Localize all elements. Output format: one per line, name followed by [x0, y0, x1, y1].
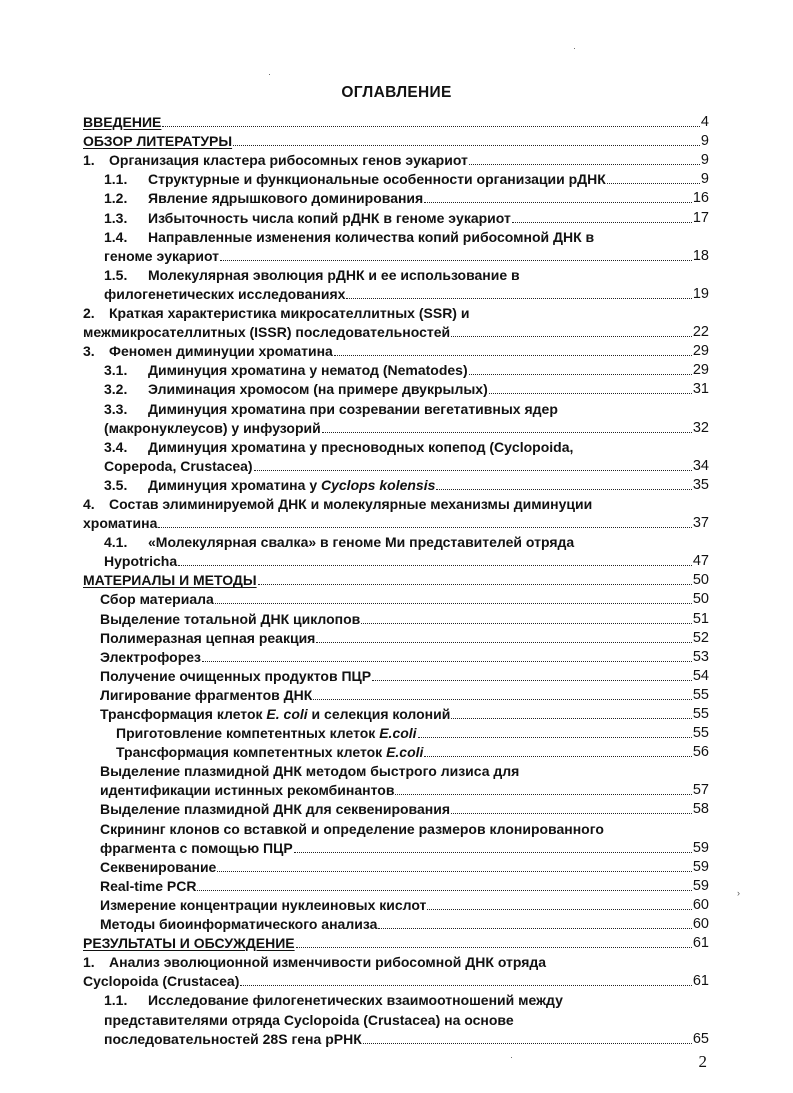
scan-speck: · — [268, 69, 271, 79]
toc-entry — [83, 149, 709, 168]
toc-entry — [83, 741, 709, 760]
toc-entry — [83, 130, 709, 149]
toc-entry-title: межмикросателлитных (ISSR) последовательностей — [83, 324, 451, 341]
dot-leader — [258, 584, 692, 585]
toc-page-number: 32 — [692, 419, 709, 436]
toc-entry-title: ОБЗОР ЛИТЕРАТУРЫ — [83, 133, 233, 150]
toc-entry — [83, 703, 709, 722]
toc-entry-title: Электрофорез — [100, 648, 201, 665]
toc-entry-title: 1.5. Молекулярная эволюция рДНК и ее использование в — [104, 266, 520, 283]
toc-page-number: 52 — [692, 629, 709, 646]
dot-leader — [316, 642, 692, 643]
toc-entry-title: последовательностей 28S гена рРНК — [104, 1030, 362, 1047]
toc-entry-title: Полимеразная цепная реакция — [100, 629, 316, 646]
toc-page-number: 55 — [692, 686, 709, 703]
toc-entry-title: Cyclopoida (Crustacea) — [83, 973, 240, 990]
toc-entry — [83, 798, 709, 817]
dot-leader — [215, 603, 692, 604]
toc-entry — [83, 913, 709, 932]
toc-entry-title: 1. Организация кластера рибосомных генов эукариот — [83, 152, 468, 169]
dot-leader — [363, 1043, 692, 1044]
toc-page-number: 51 — [692, 610, 709, 627]
toc-entry-title: 4.1. «Молекулярная свалка» в геноме Ми представителей отряда — [104, 534, 575, 551]
toc-entry-number: 1.3. — [104, 209, 128, 226]
toc-entry-title: 1.3. Избыточность числа копий рДНК в геноме эукариот — [104, 209, 511, 226]
toc-page-number: 58 — [692, 801, 709, 818]
toc-entry — [83, 989, 709, 1008]
toc-entry — [83, 779, 709, 798]
toc-entry — [83, 665, 709, 684]
toc-page-number: 56 — [692, 744, 709, 761]
toc-entry — [83, 455, 709, 474]
toc-page-number: 50 — [692, 572, 709, 589]
toc-entry-number: 1. — [83, 954, 95, 971]
toc-entry — [83, 894, 709, 913]
toc-entry-title: Выделение плазмидной ДНК для секвенирования — [100, 801, 450, 818]
toc-page-number: 59 — [692, 858, 709, 875]
dot-leader — [372, 680, 692, 681]
toc-entry — [83, 951, 709, 970]
toc-entry — [83, 1008, 709, 1027]
toc-entry-title: Трансформация клеток E. coli и селекция колоний — [100, 706, 451, 722]
dot-leader — [294, 852, 692, 853]
toc-page-number: 4 — [700, 114, 709, 131]
toc-entry — [83, 359, 709, 378]
toc-page-number: 37 — [692, 515, 709, 532]
dot-leader — [178, 565, 692, 566]
dot-leader — [217, 871, 692, 872]
table-of-contents — [83, 111, 709, 1047]
dot-leader — [451, 718, 692, 719]
toc-page-number: 35 — [692, 476, 709, 493]
dot-leader — [162, 126, 700, 127]
dot-leader — [202, 661, 692, 662]
toc-entry — [83, 760, 709, 779]
toc-entry-number: 1.4. — [104, 228, 128, 245]
toc-page-number: 65 — [692, 1030, 709, 1047]
toc-entry-title: 2. Краткая характеристика микросателлитных (SSR) и — [83, 305, 470, 322]
toc-entry-title: Скрининг клонов со вставкой и определение размеров клонированного — [100, 820, 604, 837]
toc-page-number: 29 — [692, 343, 709, 360]
scan-speck: › — [737, 888, 740, 898]
toc-entry-title: Измерение концентрации нуклеиновых кислот — [100, 896, 427, 913]
toc-page-number: 61 — [692, 935, 709, 952]
toc-entry — [83, 627, 709, 646]
toc-page-number: 31 — [692, 381, 709, 398]
toc-entry — [83, 1028, 709, 1047]
toc-entry — [83, 417, 709, 436]
toc-page-number: 16 — [692, 190, 709, 207]
toc-page-number: 18 — [692, 247, 709, 264]
toc-entry — [83, 397, 709, 416]
toc-entry-title: 1.2. Явление ядрышкового доминирования — [104, 190, 424, 207]
dot-leader — [427, 909, 691, 910]
scan-speck: · — [573, 43, 576, 53]
toc-entry — [83, 206, 709, 225]
toc-entry — [83, 436, 709, 455]
toc-page-number: 22 — [692, 324, 709, 341]
toc-entry — [83, 531, 709, 550]
dot-leader — [240, 985, 691, 986]
dot-leader — [254, 470, 692, 471]
scan-speck: · — [510, 1052, 513, 1062]
toc-entry — [83, 684, 709, 703]
toc-entry-title: геноме эукариот — [104, 247, 220, 264]
toc-entry-number: 4.1. — [104, 534, 128, 551]
toc-entry — [83, 722, 709, 741]
toc-entry — [83, 550, 709, 569]
dot-leader — [436, 489, 691, 490]
dot-leader — [418, 737, 692, 738]
toc-entry-title: Приготовление компетентных клеток E.coli — [116, 725, 417, 742]
toc-entry-number: 2. — [83, 305, 95, 322]
toc-entry-number: 1.1. — [104, 171, 128, 188]
toc-entry-title: Секвенирование — [100, 858, 217, 875]
toc-entry-title: 1.4. Направленные изменения количества копий рибосомной ДНК в — [104, 228, 595, 245]
toc-entry-title: Лигирование фрагментов ДНК — [100, 686, 313, 703]
page-title: ОГЛАВЛЕНИЕ — [341, 84, 452, 101]
dot-leader — [233, 145, 700, 146]
toc-entry-title: 3.3. Диминуция хроматина при созревании вегетативных ядер — [104, 400, 558, 417]
dot-leader — [322, 432, 692, 433]
toc-entry — [83, 646, 709, 665]
toc-page-number: 50 — [692, 591, 709, 608]
toc-entry-number: 3. — [83, 343, 95, 360]
toc-page-number: 9 — [700, 171, 709, 188]
toc-page-number: 34 — [692, 457, 709, 474]
dot-leader — [512, 222, 692, 223]
toc-entry-title: фрагмента с помощью ПЦР — [100, 839, 293, 856]
toc-entry-title: 1. Анализ эволюционной изменчивости рибосомной ДНК отряда — [83, 954, 547, 971]
toc-entry — [83, 970, 709, 989]
toc-entry — [83, 474, 709, 493]
toc-entry-number: 3.3. — [104, 400, 128, 417]
toc-entry-title: РЕЗУЛЬТАТЫ И ОБСУЖДЕНИЕ — [83, 935, 295, 952]
toc-entry-title: 3.4. Диминуция хроматина у пресноводных копепод (Cyclopoida, — [104, 438, 574, 455]
toc-entry-title: 3. Феномен диминуции хроматина — [83, 343, 333, 360]
toc-page-number: 9 — [700, 152, 709, 169]
dot-leader — [607, 183, 700, 184]
toc-entry — [83, 569, 709, 588]
toc-entry-title: хроматина — [83, 515, 158, 532]
toc-entry — [83, 837, 709, 856]
dot-leader — [334, 355, 692, 356]
toc-entry — [83, 512, 709, 531]
toc-entry-title: (макронуклеусов) у инфузорий — [104, 419, 321, 436]
dot-leader — [197, 890, 691, 891]
dot-leader — [424, 756, 691, 757]
toc-entry-title: Сбор материала — [100, 591, 214, 608]
dot-leader — [395, 794, 691, 795]
toc-entry-title: 3.1. Диминуция хроматина у нематод (Nematodes) — [104, 362, 468, 379]
toc-entry — [83, 111, 709, 130]
toc-entry-number: 3.2. — [104, 381, 128, 398]
toc-page-number: 53 — [692, 648, 709, 665]
toc-page-number: 60 — [692, 896, 709, 913]
toc-entry-title: Real-time PCR — [100, 877, 197, 894]
toc-page-number: 57 — [692, 782, 709, 799]
toc-entry — [83, 264, 709, 283]
toc-entry — [83, 856, 709, 875]
toc-page-number: 59 — [692, 839, 709, 856]
toc-entry-title: 4. Состав элиминируемой ДНК и молекулярные механизмы диминуции — [83, 495, 593, 512]
toc-entry — [83, 245, 709, 264]
toc-page-number: 54 — [692, 667, 709, 684]
toc-entry — [83, 283, 709, 302]
toc-entry-title: Выделение плазмидной ДНК методом быстрого лизиса для — [100, 763, 520, 780]
toc-entry — [83, 607, 709, 626]
dot-leader — [451, 336, 692, 337]
toc-entry-title: Выделение тотальной ДНК циклопов — [100, 610, 361, 627]
toc-entry — [83, 187, 709, 206]
page-number: 2 — [698, 1052, 707, 1071]
dot-leader — [469, 164, 700, 165]
toc-entry — [83, 493, 709, 512]
toc-page-number: 55 — [692, 706, 709, 722]
toc-entry-title: 3.2. Элиминация хромосом (на примере двукрылых) — [104, 381, 488, 398]
toc-entry-title: филогенетических исследованиях — [104, 285, 346, 302]
toc-page-number: 9 — [700, 133, 709, 150]
dot-leader — [451, 813, 692, 814]
toc-entry-number: 1.2. — [104, 190, 128, 207]
toc-entry-title: Методы биоинформатического анализа — [100, 916, 378, 933]
toc-page-number: 17 — [692, 209, 709, 226]
toc-page-number: 60 — [692, 916, 709, 933]
toc-entry-title: Получение очищенных продуктов ПЦР — [100, 667, 372, 684]
toc-entry-number: 4. — [83, 495, 95, 512]
toc-entry — [83, 168, 709, 187]
dot-leader — [489, 393, 692, 394]
toc-entry-title: Трансформация компетентных клеток E.coli — [116, 744, 424, 761]
toc-entry — [83, 932, 709, 951]
dot-leader — [313, 699, 692, 700]
toc-page-number: 47 — [692, 553, 709, 570]
dot-leader — [220, 260, 692, 261]
toc-entry-number: 1. — [83, 152, 95, 169]
toc-page-number: 59 — [692, 877, 709, 894]
dot-leader — [346, 298, 691, 299]
toc-entry — [83, 340, 709, 359]
toc-page-number: 19 — [692, 285, 709, 302]
toc-entry — [83, 817, 709, 836]
dot-leader — [296, 947, 692, 948]
toc-entry-number: 1.5. — [104, 266, 128, 283]
toc-entry — [83, 321, 709, 340]
toc-entry-number: 1.1. — [104, 992, 128, 1009]
toc-page-number: 29 — [692, 362, 709, 379]
toc-entry-number: 3.5. — [104, 476, 128, 493]
toc-entry — [83, 588, 709, 607]
toc-entry — [83, 378, 709, 397]
dot-leader — [469, 374, 692, 375]
toc-entry-title: 1.1. Исследование филогенетических взаимоотношений между — [104, 992, 563, 1009]
toc-entry-title: 1.1. Структурные и функциональные особенности организации рДНК — [104, 171, 606, 188]
dot-leader — [378, 928, 691, 929]
toc-entry-title: МАТЕРИАЛЫ И МЕТОДЫ — [83, 572, 257, 589]
dot-leader — [158, 527, 691, 528]
toc-entry-number: 3.4. — [104, 438, 128, 455]
toc-entry-number: 3.1. — [104, 362, 128, 379]
toc-entry-title: представителями отряда Cyclopoida (Crustacea) на основе — [104, 1011, 514, 1028]
toc-entry-title: идентификации истинных рекомбинантов — [100, 782, 395, 799]
dot-leader — [361, 623, 692, 624]
toc-entry-title: Hypotricha — [104, 553, 178, 570]
toc-entry-title: Copepoda, Crustacea) — [104, 457, 253, 474]
toc-entry-title: 3.5. Диминуция хроматина у Cyclops kolensis — [104, 476, 436, 493]
toc-entry — [83, 302, 709, 321]
toc-page-number: 61 — [692, 973, 709, 990]
toc-entry — [83, 875, 709, 894]
toc-entry — [83, 226, 709, 245]
dot-leader — [424, 202, 692, 203]
toc-entry-title: ВВЕДЕНИЕ — [83, 114, 162, 131]
toc-page-number: 55 — [692, 725, 709, 742]
